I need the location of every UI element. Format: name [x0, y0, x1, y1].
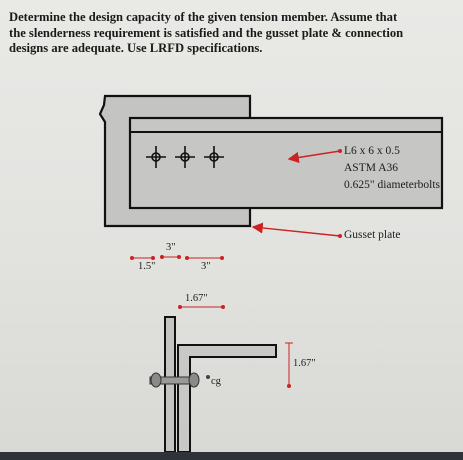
dim-3-top-label: 3" [166, 242, 176, 253]
member-section-label: L6 x 6 x 0.5 [344, 145, 400, 157]
dim-1-5-label: 1.5" [138, 261, 156, 272]
problem-line-3: designs are adequate. Use LRFD specifications. [9, 41, 263, 55]
gusset-leader-arrow [253, 227, 340, 236]
section-bolt-nut [189, 373, 199, 387]
member-material-label: ASTM A36 [344, 162, 398, 174]
section-bolt-head [151, 373, 161, 387]
cg-dot [206, 375, 210, 379]
bottom-edge-bar [0, 452, 463, 460]
problem-line-2: the slenderness requirement is satisfied and the gusset plate & connection [9, 25, 404, 40]
dim-1-67-vertical-label: 1.67" [293, 358, 316, 369]
dim-1-67-horizontal-label: 1.67" [185, 293, 208, 304]
dim-3-bottom-label: 3" [201, 261, 211, 272]
cg-label: cg [211, 376, 221, 387]
dimension-dots-167 [178, 305, 225, 309]
problem-line-1: Determine the design capacity of the given tension member. Assume that [9, 10, 398, 24]
gusset-plate-label: Gusset plate [344, 229, 401, 241]
angle-section [178, 345, 276, 452]
bolt-diameter-label: 0.625" diameterbolts [344, 179, 441, 191]
dimension-dots-top [160, 255, 181, 259]
